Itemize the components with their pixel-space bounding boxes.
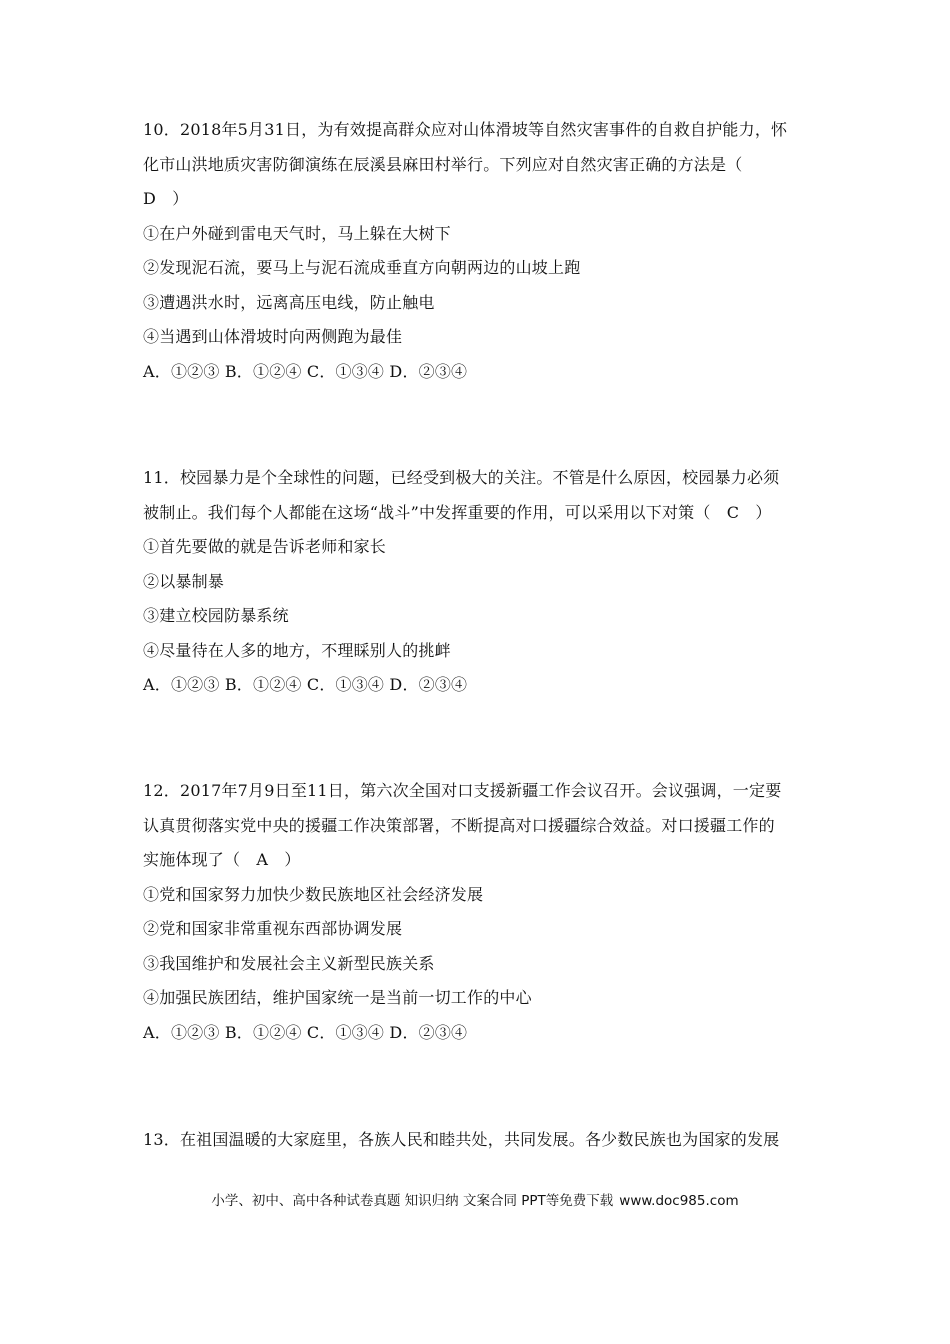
choice-item: ④尽量待在人多的地方，不理睬别人的挑衅 <box>143 640 451 660</box>
choice-item: ④当遇到山体滑坡时向两侧跑为最佳 <box>143 327 403 346</box>
question-answer-line: D ） <box>143 189 189 208</box>
choice-item: ②以暴制暴 <box>143 571 225 591</box>
answer-options: A．①②③ B．①②④ C．①③④ D．②③④ <box>143 1022 468 1042</box>
footer-text: 小学、初中、高中各种试卷真题 知识归纳 文案合同 PPT等免费下载 <box>211 1193 614 1209</box>
choice-item: ①在户外碰到雷电天气时，马上躲在大树下 <box>143 223 451 243</box>
choice-item: ①党和国家努力加快少数民族地区社会经济发展 <box>143 884 484 904</box>
choice-item: ③我国维护和发展社会主义新型民族关系 <box>143 953 435 973</box>
question-11 <box>143 461 811 703</box>
choice-item: ①首先要做的就是告诉老师和家长 <box>143 537 387 556</box>
footer-site-link[interactable]: www.doc985.com <box>619 1193 739 1209</box>
question-stem-line: 13．在祖国温暖的大家庭里，各族人民和睦共处，共同发展。各少数民族也为国家的发展 <box>143 1130 780 1149</box>
choice-item: ③建立校园防暴系统 <box>143 606 289 625</box>
choice-item: ④加强民族团结，维护国家统一是当前一切工作的中心 <box>143 988 532 1007</box>
question-stem-line: 被制止。我们每个人都能在这场“战斗”中发挥重要的作用，可以采用以下对策（ C ） <box>143 502 772 522</box>
question-12 <box>143 774 811 1050</box>
question-answer-line: 实施体现了（ A ） <box>143 850 301 869</box>
question-10 <box>143 113 811 389</box>
question-stem-line: 12．2017年7月9日至11日，第六次全国对口支援新疆工作会议召开。会议强调，一定要 <box>143 781 782 800</box>
question-stem-line: 化市山洪地质灾害防御演练在辰溪县麻田村举行。下列应对自然灾害正确的方法是（ <box>143 154 743 174</box>
choice-item: ②发现泥石流，要马上与泥石流成垂直方向朝两边的山坡上跑 <box>143 258 581 277</box>
question-stem-line: 认真贯彻落实党中央的援疆工作决策部署，不断提高对口援疆综合效益。对口援疆工作的 <box>143 815 775 835</box>
question-13 <box>143 1123 811 1158</box>
question-stem-line: 10．2018年5月31日，为有效提高群众应对山体滑坡等自然灾害事件的自救自护能力，怀 <box>143 120 788 139</box>
page-footer <box>0 1189 950 1209</box>
question-stem-line: 11．校园暴力是个全球性的问题，已经受到极大的关注。不管是什么原因，校园暴力必须 <box>143 468 780 487</box>
choice-item: ②党和国家非常重视东西部协调发展 <box>143 919 403 938</box>
answer-options: A．①②③ B．①②④ C．①③④ D．②③④ <box>143 675 468 694</box>
answer-options: A．①②③ B．①②④ C．①③④ D．②③④ <box>143 361 468 381</box>
choice-item: ③遭遇洪水时，远离高压电线，防止触电 <box>143 292 435 312</box>
